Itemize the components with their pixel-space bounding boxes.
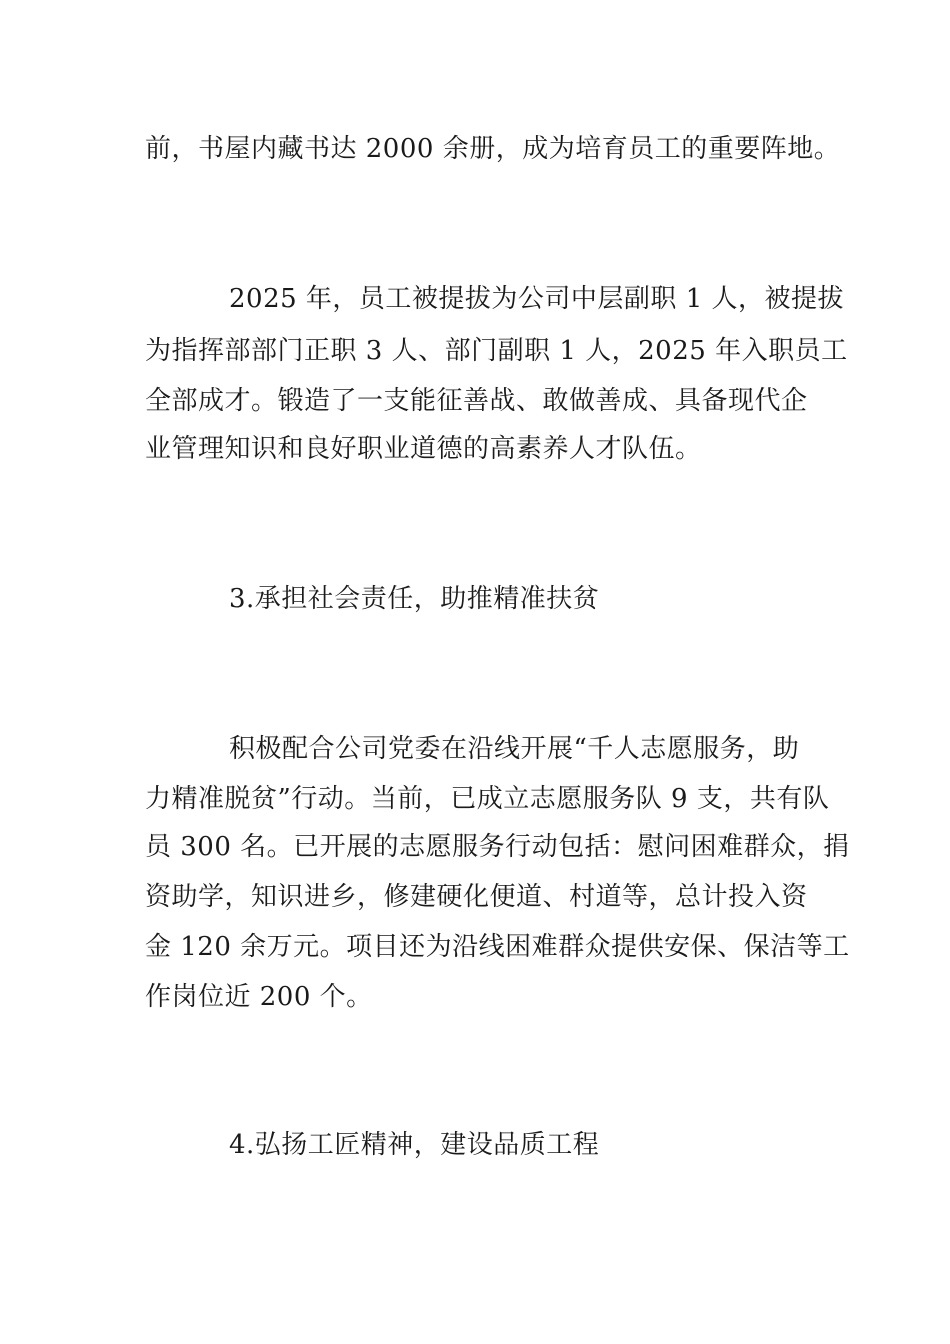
paragraph-line: 资助学，知识进乡，修建硬化便道、村道等，总计投入资 (145, 882, 808, 912)
paragraph-line: 为指挥部部门正职 3 人、部门副职 1 人，2025 年入职员工 (145, 336, 848, 366)
paragraph-line: 金 120 余万元。项目还为沿线困难群众提供安保、保洁等工 (145, 932, 850, 962)
section-heading: 4.弘扬工匠精神，建设品质工程 (229, 1130, 600, 1160)
section-heading: 3.承担社会责任，助推精准扶贫 (229, 584, 600, 614)
paragraph-line: 业管理知识和良好职业道德的高素养人才队伍。 (145, 434, 702, 464)
paragraph-line: 员 300 名。已开展的志愿服务行动包括：慰问困难群众，捐 (145, 832, 850, 862)
paragraph-line: 2025 年，员工被提拔为公司中层副职 1 人，被提拔 (229, 284, 845, 314)
paragraph-line: 全部成才。锻造了一支能征善战、敢做善成、具备现代企 (145, 386, 808, 416)
paragraph-line: 力精准脱贫”行动。当前，已成立志愿服务队 9 支，共有队 (145, 784, 830, 814)
paragraph-line: 积极配合公司党委在沿线开展“千人志愿服务，助 (229, 734, 800, 764)
paragraph-line: 作岗位近 200 个。 (145, 982, 373, 1012)
paragraph-line: 前，书屋内藏书达 2000 余册，成为培育员工的重要阵地。 (145, 134, 841, 164)
